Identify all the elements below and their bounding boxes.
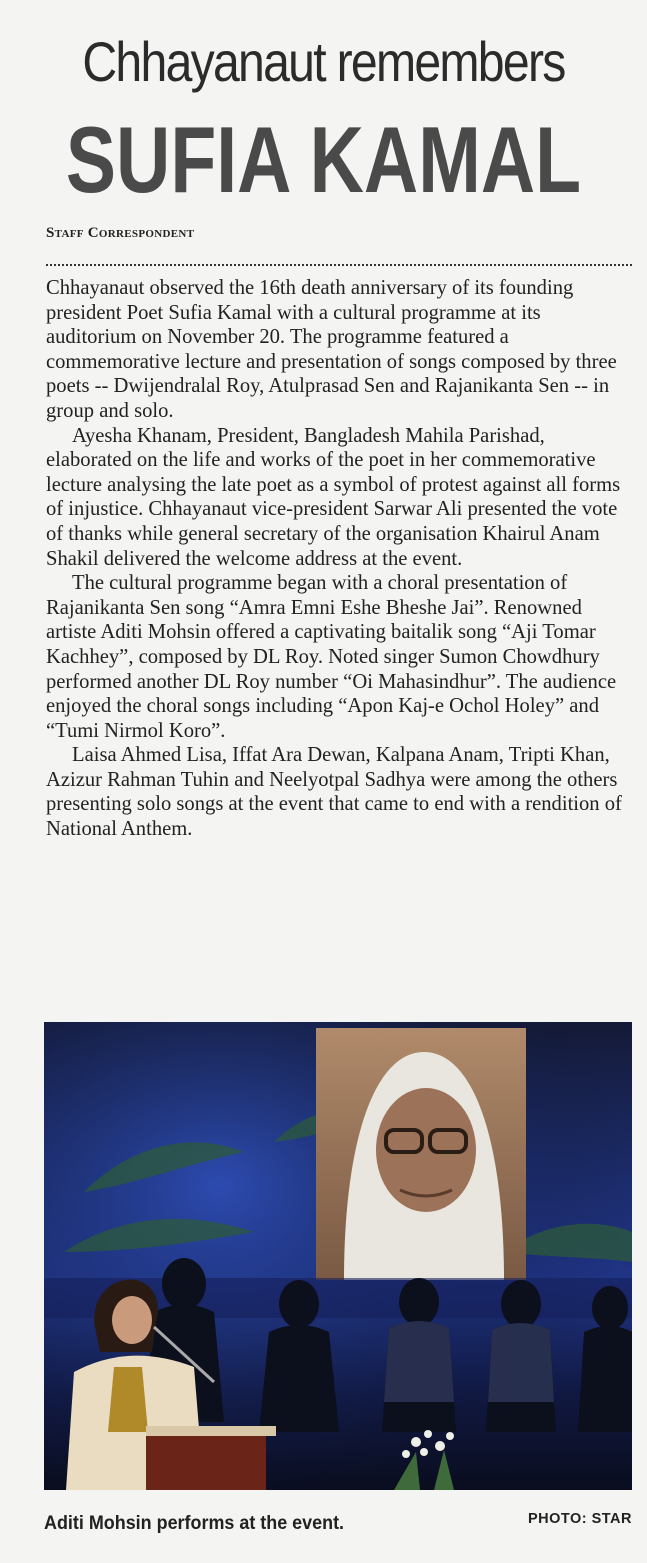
paragraph-1: Chhayanaut observed the 16th death anniversary of its founding president Poet Sufia Kamal with a cultural programme at its auditorium on November 20. The programme featured a commemorative lecture and presentation of songs composed by three poets -- Dwijendralal Roy, Atulprasad Sen and Rajanikanta Sen -- in group and solo. <box>46 277 617 422</box>
event-photo <box>44 1022 632 1490</box>
dotted-divider <box>46 264 632 266</box>
paragraph-4: Laisa Ahmed Lisa, Iffat Ara Dewan, Kalpana Anam, Tripti Khan, Azizur Rahman Tuhin and Neelyotpal Sadhya were among the others presenting solo songs at the event that came to end with a rendition of National Anthem. <box>46 744 622 841</box>
poet-portrait <box>316 1028 526 1280</box>
headline-line-2: SUFIA KAMAL <box>65 107 582 212</box>
byline: Staff Correspondent <box>46 225 195 241</box>
article-body <box>46 276 634 842</box>
paragraph-2: Ayesha Khanam, President, Bangladesh Mahila Parishad, elaborated on the life and works of the poet in her commemorative lecture analysing the late poet as a symbol of protest against all forms of injustice. Chhayanaut vice-president Sarwar Ali presented the vote of thanks while general secretary of the organisation Khairul Anam Shakil delivered the welcome address at the event. <box>46 424 621 570</box>
event-photo-illustration <box>44 1022 632 1490</box>
photo-caption: Aditi Mohsin performs at the event. <box>44 1512 345 1534</box>
harmonium <box>146 1432 266 1490</box>
photo-credit: PHOTO: STAR <box>527 1511 632 1527</box>
headline-line-1: Chhayanaut remembers <box>82 30 565 93</box>
paragraph-3: The cultural programme began with a choral presentation of Rajanikanta Sen song “Amra Emni Eshe Bheshe Jai”. Renowned artiste Aditi Mohsin offered a captivating baitalik song “Aji Tomar Kachhey”, composed by DL Roy. Noted singer Sumon Chowdhury performed another DL Roy number “Oi Mahasindhur”. The audience enjoyed the choral songs including “Apon Kaj-e Ochol Holey” and “Tumi Nirmol Koro”. <box>46 572 617 742</box>
